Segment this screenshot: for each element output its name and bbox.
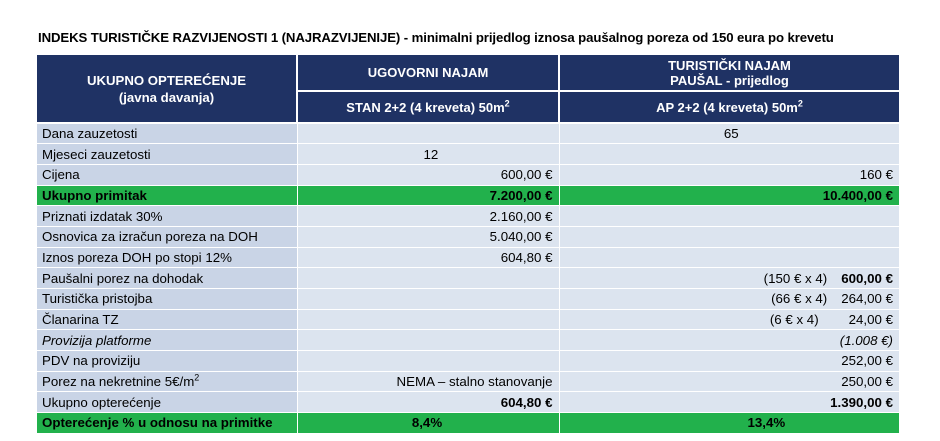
header-col3-line1: TURISTIČKI NAJAM — [668, 57, 791, 73]
tourist-amount: 600,00 € — [841, 270, 893, 286]
header-col2-sub-text: STAN 2+2 (4 kreveta) 50m — [346, 99, 505, 115]
table-row — [37, 309, 899, 330]
row-value-contract — [297, 351, 559, 372]
header-col3-sub-text: AP 2+2 (4 kreveta) 50m — [656, 99, 798, 115]
table-row-total-income — [37, 185, 899, 206]
header-tourist-rental — [559, 55, 899, 91]
table-row — [37, 164, 899, 185]
row-label: Opterećenje % u odnosu na primitke — [37, 413, 297, 434]
header-col2-top: UGOVORNI NAJAM — [367, 65, 489, 80]
row-value-tourist: 13,4% — [559, 413, 899, 434]
row-value-contract — [297, 330, 559, 351]
row-label: Članarina TZ — [37, 309, 297, 330]
page-title: INDEKS TURISTIČKE RAZVIJENOSTI 1 (NAJRAZVIJENIJE) - minimalni prijedlog iznosa paušalnog poreza od 150 eura po krevetu — [38, 30, 834, 45]
header-col3-line2: PAUŠAL - prijedlog — [670, 72, 789, 88]
row-label — [37, 371, 297, 392]
calc-note: (66 € x 4) — [771, 291, 828, 307]
calc-note: (150 € x 4) — [763, 270, 828, 286]
row-label: Iznos poreza DOH po stopi 12% — [37, 247, 297, 268]
header-total-burden — [37, 55, 297, 123]
table-row — [37, 123, 899, 144]
row-value-tourist: 250,00 € — [559, 371, 899, 392]
row-value-tourist — [559, 247, 899, 268]
row-label: Ukupno opterećenje — [37, 392, 297, 413]
tax-comparison-table — [37, 55, 899, 434]
row-label: Dana zauzetosti — [37, 123, 297, 144]
row-value-tourist: 160 € — [559, 164, 899, 185]
row-value-contract — [297, 268, 559, 289]
header-left-line1: UKUPNO OPTEREĆENJE — [86, 72, 246, 88]
table-row — [37, 226, 899, 247]
tourist-amount: 264,00 € — [841, 291, 893, 307]
row-value-tourist: (1.008 €) — [559, 330, 899, 351]
table-row — [37, 289, 899, 310]
row-value-tourist: 1.390,00 € — [559, 392, 899, 413]
row-value-tourist: 252,00 € — [559, 351, 899, 372]
row-label: Paušalni porez na dohodak — [37, 268, 297, 289]
row-label: Osnovica za izračun poreza na DOH — [37, 226, 297, 247]
row-label: Ukupno primitak — [37, 185, 297, 206]
row-label: Mjeseci zauzetosti — [37, 144, 297, 165]
header-contract-rental — [297, 55, 559, 91]
row-label-sup: 2 — [194, 372, 200, 383]
row-value-tourist — [559, 289, 899, 310]
table-row-total-burden — [37, 392, 899, 413]
row-value-tourist — [559, 226, 899, 247]
row-value-tourist: 65 — [559, 123, 899, 144]
row-label: Priznati izdatak 30% — [37, 206, 297, 227]
row-value-contract — [297, 123, 559, 144]
row-value-contract: 8,4% — [297, 413, 559, 434]
row-value-tourist — [559, 309, 899, 330]
row-label: Provizija platforme — [37, 330, 297, 351]
row-value-contract: 604,80 € — [297, 247, 559, 268]
row-value-contract: 12 — [297, 144, 559, 165]
table-row — [37, 268, 899, 289]
row-value-tourist — [559, 206, 899, 227]
row-value-contract: 600,00 € — [297, 164, 559, 185]
row-value-contract: 2.160,00 € — [297, 206, 559, 227]
header-col3-sup: 2 — [797, 98, 803, 109]
calc-note: (6 € x 4) — [769, 312, 819, 328]
header-col2-sup: 2 — [504, 98, 510, 109]
table-row-burden-percent — [37, 413, 899, 434]
row-label: Turistička pristojba — [37, 289, 297, 310]
header-col3-sub — [559, 91, 899, 123]
row-label-text: Porez na nekretnine 5€/m — [42, 374, 195, 390]
row-value-contract: NEMA – stalno stanovanje — [297, 371, 559, 392]
table-row — [37, 144, 899, 165]
row-value-contract: 604,80 € — [297, 392, 559, 413]
row-value-contract: 5.040,00 € — [297, 226, 559, 247]
row-value-tourist: 10.400,00 € — [559, 185, 899, 206]
table-row — [37, 206, 899, 227]
row-value-contract — [297, 289, 559, 310]
header-col2-sub — [297, 91, 559, 123]
row-value-contract: 7.200,00 € — [297, 185, 559, 206]
table-row — [37, 351, 899, 372]
row-value-tourist — [559, 144, 899, 165]
table-row — [37, 247, 899, 268]
table-row — [37, 330, 899, 351]
tourist-amount: 24,00 € — [848, 312, 893, 328]
header-row-1 — [37, 55, 899, 91]
table-row — [37, 371, 899, 392]
row-label: Cijena — [37, 164, 297, 185]
row-value-contract — [297, 309, 559, 330]
row-label: PDV na proviziju — [37, 351, 297, 372]
header-left-line2: (javna davanja) — [118, 89, 215, 105]
row-value-tourist — [559, 268, 899, 289]
